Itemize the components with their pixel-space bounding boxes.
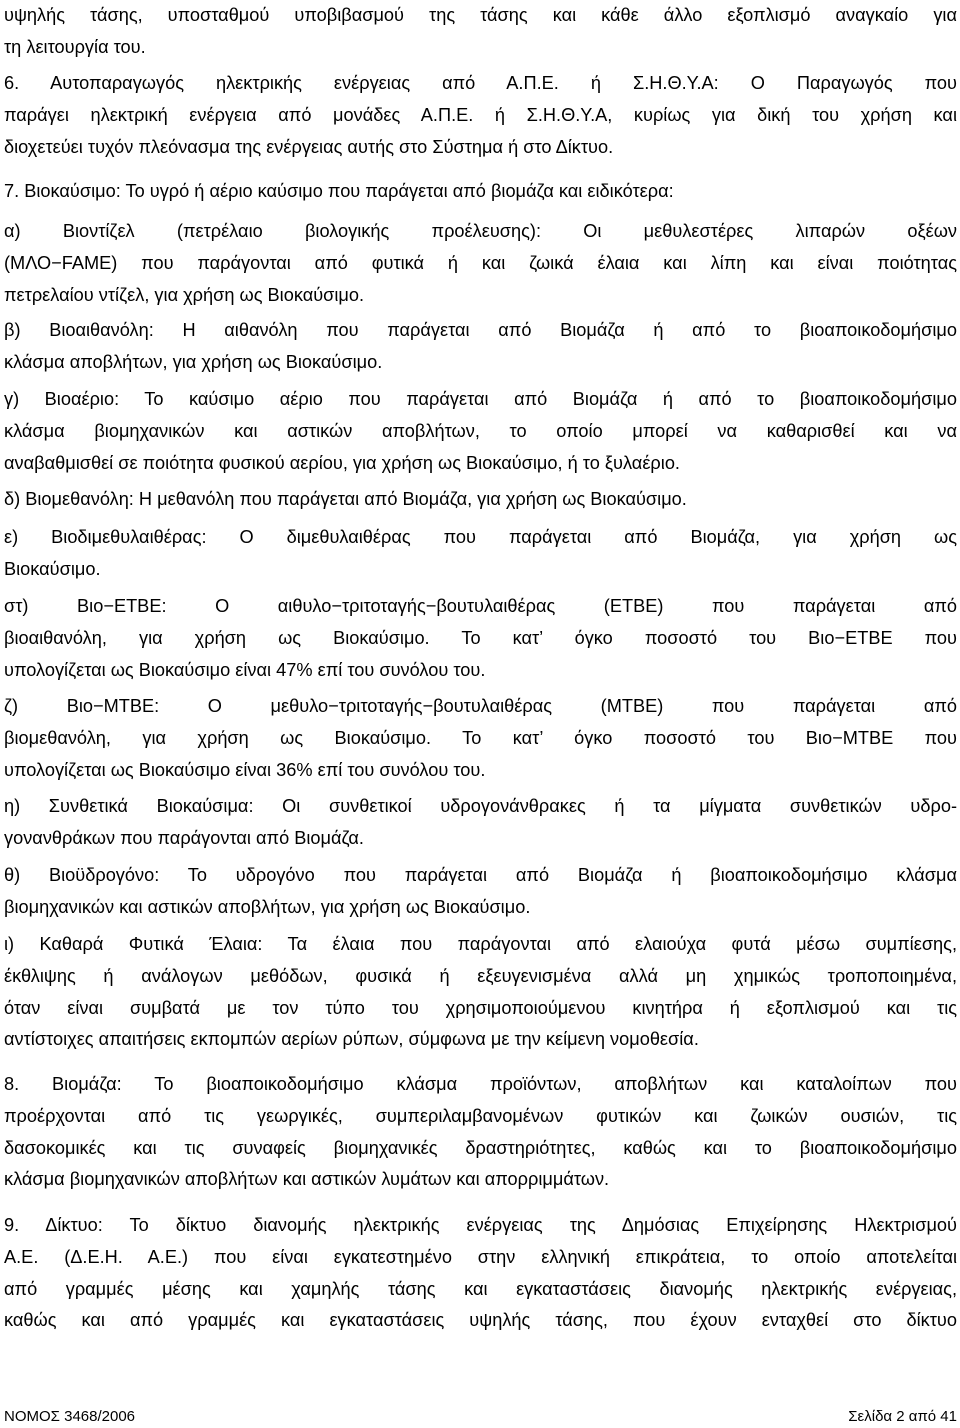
text-line: όταν είναι συμβατά με τον τύπο του χρησιμοποιούμενου κινητήρα ή εξοπλισμού και τις <box>4 997 957 1018</box>
paragraph-7c-biogas <box>4 384 957 479</box>
text-line: βιοαιθανόλη, για χρήση ως Βιοκαύσιμο. Το κατ’ όγκο ποσοστό του Βιο−ΕΤΒΕ που <box>4 627 957 648</box>
paragraph-definition-8 <box>4 1069 957 1196</box>
text-line: προέρχονται από τις γεωργικές, συμπεριλαμβανομένων φυτικών και ζωικών ουσιών, τις <box>4 1105 957 1126</box>
text-line: υψηλής τάσης, υποσταθμού υποβιβασμού της τάσης και κάθε άλλο εξοπλισμό αναγκαίο για <box>4 5 957 25</box>
text-line: από γραμμές μέσης και χαμηλής τάσης και εγκαταστάσεις διανομής ηλεκτρικής ενέργειας, <box>4 1278 957 1299</box>
text-line: γ) Βιοαέριο: Το καύσιμο αέριο που παράγεται από Βιομάζα ή από το βιοαποικοδομήσιμο <box>4 389 957 409</box>
footer-law-reference: ΝΟΜΟΣ 3468/2006 <box>4 1408 136 1425</box>
text-line: η) Συνθετικά Βιοκαύσιμα: Οι συνθετικοί υδρογονάνθρακες ή τα μίγματα συνθετικών υδρο- <box>4 796 957 816</box>
text-line: στ) Βιο−ΕΤΒΕ: Ο αιθυλο−τριτοταγής−βουτυλαιθέρας (ΕΤΒΕ) που παράγεται από <box>4 596 957 616</box>
text-line: δασοκομικές και τις συναφείς βιομηχανικές δραστηριότητες, καθώς και το βιοαποικοδομήσιμο <box>4 1137 957 1158</box>
text-line: θ) Βιοϋδρογόνο: Το υδρογόνο που παράγεται από Βιομάζα ή βιοαποικοδομήσιμο κλάσμα <box>4 865 957 885</box>
text-line: διοχετεύει τυχόν πλεόνασμα της ενέργειας αυτής στο Σύστημα ή στο Δίκτυο. <box>4 136 614 157</box>
text-line: πετρελαίου ντίζελ, για χρήση ως Βιοκαύσιμο. <box>4 284 365 305</box>
paragraph-7z-bio-mtbe <box>4 691 957 786</box>
text-line: αναβαθμισθεί σε ποιότητα φυσικού αερίου, για χρήση ως Βιοκαύσιμο, ή το ξυλαέριο. <box>4 452 680 473</box>
paragraph-7e-biodme <box>4 522 957 586</box>
text-line: καθώς και από γραμμές και εγκαταστάσεις υψηλής τάσης, που έχουν ενταχθεί στο δίκτυο <box>4 1310 957 1331</box>
text-line: παράγει ηλεκτρική ενέργεια από μονάδες Α.Π.Ε. ή Σ.Η.Θ.Υ.Α, κυρίως για δική του χρήση και <box>4 104 957 125</box>
paragraph-7i-pure-plant-oils <box>4 929 957 1056</box>
paragraph-intro-continuation <box>4 0 957 64</box>
text-line: γονανθράκων που παράγονται από Βιομάζα. <box>4 827 364 848</box>
paragraph-7a-biodiesel <box>4 216 957 311</box>
paragraph-7h-synthetic-biofuels <box>4 791 957 855</box>
text-line: βιομηχανικών και αστικών αποβλήτων, για χρήση ως Βιοκαύσιμο. <box>4 896 531 917</box>
text-line: 8. Βιομάζα: Το βιοαποικοδομήσιμο κλάσμα προϊόντων, αποβλήτων και καταλοίπων που <box>4 1074 957 1094</box>
text-line: ζ) Βιο−ΜΤΒΕ: Ο μεθυλο−τριτοταγής−βουτυλαιθέρας (ΜΤΒΕ) που παράγεται από <box>4 696 957 716</box>
text-line: α) Βιοντίζελ (πετρέλαιο βιολογικής προέλευσης): Οι μεθυλεστέρες λιπαρών οξέων <box>4 221 957 241</box>
paragraph-7d-biomethanol <box>4 484 957 516</box>
paragraph-7th-biohydrogen <box>4 860 957 924</box>
text-line: 9. Δίκτυο: Το δίκτυο διανομής ηλεκτρικής ενέργειας της Δημόσιας Επιχείρησης Ηλεκτρισμού <box>4 1215 957 1235</box>
page-footer <box>4 1408 957 1426</box>
text-line: δ) Βιομεθανόλη: Η μεθανόλη που παράγεται από Βιομάζα, για χρήση ως Βιοκαύσιμο. <box>4 489 687 509</box>
paragraph-definition-6 <box>4 68 957 163</box>
text-line: έκθλιψης ή ανάλογων μεθόδων, φυσικά ή εξευγενισμένα αλλά μη χημικώς τροποποιημένα, <box>4 965 957 986</box>
text-line: αντίστοιχες απαιτήσεις εκπομπών αερίων ρύπων, σύμφωνα με την κείμενη νομοθεσία. <box>4 1029 699 1050</box>
paragraph-7b-bioethanol <box>4 315 957 379</box>
text-line: (ΜΛΟ−FAME) που παράγονται από φυτικά ή και ζωικά έλαια και λίπη και είναι ποιότητας <box>4 252 957 273</box>
text-line: υπολογίζεται ως Βιοκαύσιμο είναι 47% επί του συνόλου του. <box>4 659 486 680</box>
text-line: κλάσμα αποβλήτων, για χρήση ως Βιοκαύσιμο. <box>4 351 383 372</box>
text-line: ε) Βιοδιμεθυλαιθέρας: Ο διμεθυλαιθέρας που παράγεται από Βιομάζα, για χρήση ως <box>4 527 957 547</box>
footer-page-number: Σελίδα 2 από 41 <box>848 1408 957 1425</box>
text-line: β) Βιοαιθανόλη: Η αιθανόλη που παράγεται από Βιομάζα ή από το βιοαποικοδομήσιμο <box>4 320 957 340</box>
text-line: υπολογίζεται ως Βιοκαύσιμο είναι 36% επί του συνόλου του. <box>4 759 486 780</box>
text-line: κλάσμα βιομηχανικών αποβλήτων και αστικών λυμάτων και απορριμμάτων. <box>4 1169 610 1190</box>
text-line: τη λειτουργία του. <box>4 36 146 57</box>
paragraph-7st-bio-etbe <box>4 591 957 686</box>
paragraph-definition-9 <box>4 1210 957 1337</box>
text-line: 6. Αυτοπαραγωγός ηλεκτρικής ενέργειας από Α.Π.Ε. ή Σ.Η.Θ.Υ.Α: Ο Παραγωγός που <box>4 73 957 93</box>
text-line: κλάσμα βιομηχανικών και αστικών αποβλήτων, το οποίο μπορεί να καθαρισθεί και να <box>4 420 957 441</box>
paragraph-definition-7 <box>4 176 957 208</box>
text-line: Α.Ε. (Δ.Ε.Η. Α.Ε.) που είναι εγκατεστημένο στην ελληνική επικράτεια, το οποίο αποτελείται <box>4 1246 957 1267</box>
text-line: 7. Βιοκαύσιμο: Το υγρό ή αέριο καύσιμο που παράγεται από βιομάζα και ειδικότερα: <box>4 181 674 201</box>
text-line: ι) Καθαρά Φυτικά Έλαια: Τα έλαια που παράγονται από ελαιούχα φυτά μέσω συμπίεσης, <box>4 934 957 954</box>
text-line: βιομεθανόλη, για χρήση ως Βιοκαύσιμο. Το κατ’ όγκο ποσοστό του Βιο−ΜΤΒΕ που <box>4 727 957 748</box>
text-line: Βιοκαύσιμο. <box>4 558 101 579</box>
